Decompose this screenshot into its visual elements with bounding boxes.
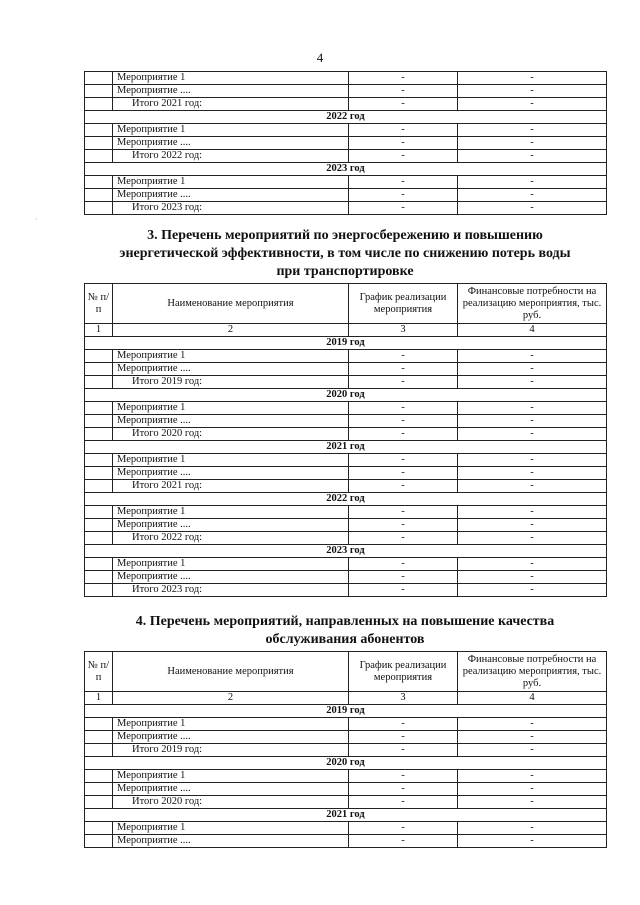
schedule-value: - xyxy=(349,770,458,783)
column-header-number: № п/п xyxy=(85,284,113,324)
cost-value: - xyxy=(458,176,607,189)
table-row xyxy=(85,770,607,783)
total-row xyxy=(85,98,607,111)
row-number-cell xyxy=(85,822,113,835)
year-label: 2023 год xyxy=(85,545,607,558)
row-number-cell xyxy=(85,796,113,809)
year-row xyxy=(85,163,607,176)
total-row xyxy=(85,428,607,441)
schedule-value: - xyxy=(349,98,458,111)
cost-value: - xyxy=(458,350,607,363)
column-header-name: Наименование мероприятия xyxy=(113,652,349,692)
cost-value: - xyxy=(458,202,607,215)
row-number-cell xyxy=(85,731,113,744)
cost-value: - xyxy=(458,402,607,415)
activity-name: Мероприятие .... xyxy=(113,85,349,98)
row-number-cell xyxy=(85,770,113,783)
activity-name: Мероприятие 1 xyxy=(113,506,349,519)
cost-value: - xyxy=(458,506,607,519)
section-3-heading-line: при транспортировке xyxy=(276,264,414,279)
row-number-cell xyxy=(85,835,113,848)
cost-value: - xyxy=(458,85,607,98)
total-row xyxy=(85,376,607,389)
year-label: 2023 год xyxy=(85,163,607,176)
schedule-value: - xyxy=(349,150,458,163)
row-number-cell xyxy=(85,571,113,584)
table-row xyxy=(85,137,607,150)
total-label: Итого 2022 год: xyxy=(113,150,349,163)
schedule-value: - xyxy=(349,558,458,571)
schedule-value: - xyxy=(349,532,458,545)
cost-value: - xyxy=(458,731,607,744)
table-row xyxy=(85,718,607,731)
total-row xyxy=(85,202,607,215)
total-row xyxy=(85,584,607,597)
column-number: 3 xyxy=(349,324,458,337)
total-row xyxy=(85,532,607,545)
total-label: Итого 2022 год: xyxy=(113,532,349,545)
activity-name: Мероприятие .... xyxy=(113,189,349,202)
schedule-value: - xyxy=(349,731,458,744)
schedule-value: - xyxy=(349,137,458,150)
column-number: 1 xyxy=(85,324,113,337)
cost-value: - xyxy=(458,718,607,731)
year-row xyxy=(85,705,607,718)
column-header-schedule: График реализации мероприятия xyxy=(349,652,458,692)
activity-name: Мероприятие .... xyxy=(113,363,349,376)
total-label: Итого 2019 год: xyxy=(113,744,349,757)
year-label: 2021 год xyxy=(85,809,607,822)
section-4-heading-line: 4. Перечень мероприятий, направленных на повышение качества xyxy=(135,614,555,629)
activity-name: Мероприятие 1 xyxy=(113,770,349,783)
row-number-cell xyxy=(85,176,113,189)
cost-value: - xyxy=(458,467,607,480)
section-4-heading xyxy=(84,613,606,649)
table-header-row xyxy=(85,652,607,692)
table-row xyxy=(85,822,607,835)
table-row xyxy=(85,402,607,415)
activity-name: Мероприятие .... xyxy=(113,783,349,796)
table-row xyxy=(85,506,607,519)
row-number-cell xyxy=(85,85,113,98)
column-number: 1 xyxy=(85,692,113,705)
year-row xyxy=(85,493,607,506)
schedule-value: - xyxy=(349,176,458,189)
cost-value: - xyxy=(458,137,607,150)
cost-value: - xyxy=(458,72,607,85)
table-row xyxy=(85,467,607,480)
row-number-cell xyxy=(85,150,113,163)
schedule-value: - xyxy=(349,189,458,202)
year-row xyxy=(85,389,607,402)
section-3-heading-line: энергетической эффективности, в том числе по снижению потерь воды xyxy=(119,246,571,261)
year-label: 2021 год xyxy=(85,441,607,454)
row-number-cell xyxy=(85,584,113,597)
schedule-value: - xyxy=(349,72,458,85)
column-header-cost: Финансовые потребности на реализацию мероприятия, тыс. руб. xyxy=(458,652,607,692)
schedule-value: - xyxy=(349,85,458,98)
activity-name: Мероприятие 1 xyxy=(113,72,349,85)
column-header-number: № п/п xyxy=(85,652,113,692)
table-row xyxy=(85,363,607,376)
row-number-cell xyxy=(85,202,113,215)
activity-name: Мероприятие 1 xyxy=(113,454,349,467)
activity-name: Мероприятие .... xyxy=(113,467,349,480)
cost-value: - xyxy=(458,571,607,584)
activity-name: Мероприятие 1 xyxy=(113,124,349,137)
schedule-value: - xyxy=(349,519,458,532)
year-row xyxy=(85,337,607,350)
year-row xyxy=(85,757,607,770)
schedule-value: - xyxy=(349,415,458,428)
schedule-value: - xyxy=(349,467,458,480)
cost-value: - xyxy=(458,584,607,597)
row-number-cell xyxy=(85,783,113,796)
schedule-value: - xyxy=(349,402,458,415)
total-row xyxy=(85,744,607,757)
activity-name: Мероприятие 1 xyxy=(113,176,349,189)
row-number-cell xyxy=(85,718,113,731)
activity-name: Мероприятие 1 xyxy=(113,718,349,731)
section-3-heading xyxy=(84,227,606,281)
row-number-cell xyxy=(85,376,113,389)
activity-name: Мероприятие 1 xyxy=(113,402,349,415)
column-header-name: Наименование мероприятия xyxy=(113,284,349,324)
column-number: 3 xyxy=(349,692,458,705)
cost-value: - xyxy=(458,150,607,163)
row-number-cell xyxy=(85,363,113,376)
row-number-cell xyxy=(85,350,113,363)
cost-value: - xyxy=(458,835,607,848)
table-header-row xyxy=(85,284,607,324)
cost-value: - xyxy=(458,98,607,111)
cost-value: - xyxy=(458,454,607,467)
column-number: 4 xyxy=(458,324,607,337)
total-row xyxy=(85,480,607,493)
cost-value: - xyxy=(458,124,607,137)
row-number-cell xyxy=(85,744,113,757)
schedule-value: - xyxy=(349,835,458,848)
table-row xyxy=(85,72,607,85)
table-row xyxy=(85,350,607,363)
total-label: Итого 2023 год: xyxy=(113,584,349,597)
year-row xyxy=(85,441,607,454)
schedule-value: - xyxy=(349,796,458,809)
activity-name: Мероприятие .... xyxy=(113,731,349,744)
cost-value: - xyxy=(458,189,607,202)
row-number-cell xyxy=(85,137,113,150)
schedule-value: - xyxy=(349,584,458,597)
row-number-cell xyxy=(85,98,113,111)
section-3-heading-line: 3. Перечень мероприятий по энергосбережению и повышению xyxy=(147,228,543,243)
table-row xyxy=(85,415,607,428)
activity-name: Мероприятие .... xyxy=(113,519,349,532)
activity-name: Мероприятие .... xyxy=(113,571,349,584)
year-label: 2022 год xyxy=(85,493,607,506)
activity-name: Мероприятие 1 xyxy=(113,558,349,571)
table-row xyxy=(85,454,607,467)
schedule-value: - xyxy=(349,363,458,376)
row-number-cell xyxy=(85,558,113,571)
activity-name: Мероприятие .... xyxy=(113,137,349,150)
table-row xyxy=(85,124,607,137)
total-label: Итого 2023 год: xyxy=(113,202,349,215)
column-header-cost: Финансовые потребности на реализацию мероприятия, тыс. руб. xyxy=(458,284,607,324)
schedule-value: - xyxy=(349,376,458,389)
schedule-value: - xyxy=(349,783,458,796)
section-4-heading-line: обслуживания абонентов xyxy=(265,632,425,647)
row-number-cell xyxy=(85,124,113,137)
table-row xyxy=(85,189,607,202)
table-row xyxy=(85,519,607,532)
year-row xyxy=(85,111,607,124)
row-number-cell xyxy=(85,532,113,545)
row-number-cell xyxy=(85,454,113,467)
total-label: Итого 2019 год: xyxy=(113,376,349,389)
schedule-value: - xyxy=(349,571,458,584)
column-header-schedule: График реализации мероприятия xyxy=(349,284,458,324)
table-row xyxy=(85,558,607,571)
cost-value: - xyxy=(458,532,607,545)
service-quality-activities-table xyxy=(84,651,607,848)
schedule-value: - xyxy=(349,454,458,467)
cost-value: - xyxy=(458,558,607,571)
column-number-row xyxy=(85,692,607,705)
cost-value: - xyxy=(458,822,607,835)
cost-value: - xyxy=(458,363,607,376)
cost-value: - xyxy=(458,480,607,493)
activity-name: Мероприятие .... xyxy=(113,415,349,428)
cost-value: - xyxy=(458,796,607,809)
row-number-cell xyxy=(85,467,113,480)
total-row xyxy=(85,150,607,163)
schedule-value: - xyxy=(349,480,458,493)
table-row xyxy=(85,85,607,98)
total-label: Итого 2020 год: xyxy=(113,428,349,441)
total-label: Итого 2020 год: xyxy=(113,796,349,809)
cost-value: - xyxy=(458,428,607,441)
activity-name: Мероприятие 1 xyxy=(113,350,349,363)
table-row xyxy=(85,783,607,796)
year-label: 2020 год xyxy=(85,757,607,770)
schedule-value: - xyxy=(349,202,458,215)
schedule-value: - xyxy=(349,718,458,731)
column-number: 2 xyxy=(113,324,349,337)
year-row xyxy=(85,545,607,558)
total-label: Итого 2021 год: xyxy=(113,480,349,493)
schedule-value: - xyxy=(349,506,458,519)
schedule-value: - xyxy=(349,350,458,363)
table-row xyxy=(85,176,607,189)
row-number-cell xyxy=(85,480,113,493)
schedule-value: - xyxy=(349,124,458,137)
row-number-cell xyxy=(85,519,113,532)
year-row xyxy=(85,809,607,822)
year-label: 2020 год xyxy=(85,389,607,402)
total-row xyxy=(85,796,607,809)
year-label: 2019 год xyxy=(85,337,607,350)
row-number-cell xyxy=(85,415,113,428)
total-label: Итого 2021 год: xyxy=(113,98,349,111)
table-row xyxy=(85,835,607,848)
year-label: 2019 год xyxy=(85,705,607,718)
cost-value: - xyxy=(458,376,607,389)
activity-name: Мероприятие 1 xyxy=(113,822,349,835)
row-number-cell xyxy=(85,506,113,519)
cost-value: - xyxy=(458,415,607,428)
cost-value: - xyxy=(458,770,607,783)
row-number-cell xyxy=(85,72,113,85)
table-row xyxy=(85,571,607,584)
row-number-cell xyxy=(85,189,113,202)
year-label: 2022 год xyxy=(85,111,607,124)
energy-saving-activities-table xyxy=(84,283,607,597)
column-number-row xyxy=(85,324,607,337)
activity-name: Мероприятие .... xyxy=(113,835,349,848)
schedule-value: - xyxy=(349,822,458,835)
cost-value: - xyxy=(458,744,607,757)
row-number-cell xyxy=(85,402,113,415)
cost-value: - xyxy=(458,519,607,532)
schedule-value: - xyxy=(349,428,458,441)
table-row xyxy=(85,731,607,744)
page-number: 4 xyxy=(316,50,324,65)
activities-table-continued xyxy=(84,71,607,215)
column-number: 4 xyxy=(458,692,607,705)
schedule-value: - xyxy=(349,744,458,757)
cost-value: - xyxy=(458,783,607,796)
margin-mark: · xyxy=(35,215,38,224)
column-number: 2 xyxy=(113,692,349,705)
row-number-cell xyxy=(85,428,113,441)
